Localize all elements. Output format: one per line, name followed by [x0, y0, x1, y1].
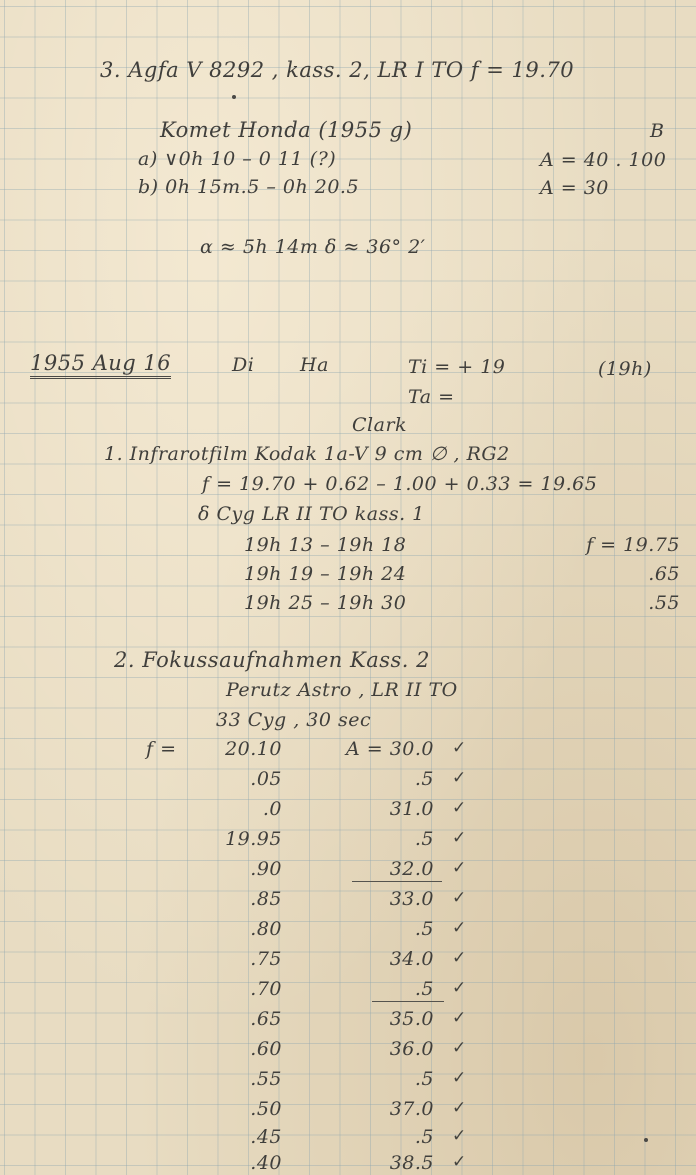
checkmark-icon: ✓ — [452, 798, 467, 818]
ink-dot — [644, 1138, 648, 1142]
focus-value: 20.10 — [225, 738, 282, 760]
focus-value: .60 — [250, 1038, 282, 1060]
entry3-header: 3. Agfa V 8292 , kass. 2, LR I TO f = 19.70 — [100, 58, 575, 82]
aperture-value: 31.0 — [389, 798, 434, 820]
aperture-value: 33.0 — [389, 888, 434, 910]
focus-value: .0 — [262, 798, 282, 820]
aperture-value: 35.0 — [389, 1008, 434, 1030]
item1-row-focus: f = 19.75 — [586, 534, 680, 556]
checkmark-icon: ✓ — [452, 738, 467, 758]
focus-value: .40 — [250, 1152, 282, 1174]
temperature-inside: Ti = + 19 — [408, 356, 506, 378]
item1-target: δ Cyg LR II TO kass. 1 — [198, 503, 425, 525]
checkmark-icon: ✓ — [452, 1068, 467, 1088]
entry-day: Di — [232, 354, 255, 376]
item2-film: Perutz Astro , LR II TO — [226, 679, 458, 701]
comet-coordinates: α ≈ 5h 14m δ ≈ 36° 2′ — [200, 236, 426, 258]
item1-title: 1. Infrarotfilm Kodak 1a-V 9 cm ∅ , RG2 — [104, 443, 510, 465]
aperture-value: 38.5 — [389, 1152, 434, 1174]
entry-observer: Ha — [300, 354, 329, 376]
checkmark-icon: ✓ — [452, 1126, 467, 1146]
checkmark-icon: ✓ — [452, 828, 467, 848]
aperture-value: .5 — [414, 1126, 434, 1148]
aperture-value: 32.0 — [389, 858, 434, 880]
focus-value: .85 — [250, 888, 282, 910]
item2-title: 2. Fokussaufnahmen Kass. 2 — [114, 648, 430, 672]
focus-value: .65 — [250, 1008, 282, 1030]
temperature-outside: Ta = — [408, 386, 455, 408]
item2-target: 33 Cyg , 30 sec — [216, 709, 372, 731]
focus-value: .70 — [250, 978, 282, 1000]
focus-value: .05 — [250, 768, 282, 790]
aperture-value: .5 — [414, 768, 434, 790]
checkmark-icon: ✓ — [452, 768, 467, 788]
focus-value: 19.95 — [225, 828, 282, 850]
focus-value: .55 — [250, 1068, 282, 1090]
item1-row-time: 19h 13 – 19h 18 — [244, 534, 407, 556]
checkmark-icon: ✓ — [452, 1038, 467, 1058]
aperture-value: .5 — [414, 828, 434, 850]
aperture-value: 36.0 — [389, 1038, 434, 1060]
aperture-value: 37.0 — [389, 1098, 434, 1120]
exposure-a-aperture: A = 40 . 100 — [540, 149, 667, 171]
item1-row-focus: .55 — [648, 592, 680, 614]
comet-title: Komet Honda (1955 g) — [160, 118, 413, 142]
focus-value: .45 — [250, 1126, 282, 1148]
checkmark-icon: ✓ — [452, 1098, 467, 1118]
checkmark-icon: ✓ — [452, 948, 467, 968]
ink-underline — [352, 881, 442, 882]
ink-underline — [372, 1001, 444, 1002]
ink-dot — [232, 95, 236, 99]
checkmark-icon: ✓ — [452, 918, 467, 938]
focus-value: .75 — [250, 948, 282, 970]
checkmark-icon: ✓ — [452, 1008, 467, 1028]
aperture-value: .5 — [414, 918, 434, 940]
instrument-name: Clark — [352, 414, 408, 436]
focus-label: f = — [146, 738, 177, 760]
aperture-value: .5 — [414, 1068, 434, 1090]
checkmark-icon: ✓ — [452, 888, 467, 908]
focus-value: .50 — [250, 1098, 282, 1120]
focus-value: .80 — [250, 918, 282, 940]
exposure-b-aperture: A = 30 — [540, 177, 609, 199]
aperture-value: 34.0 — [389, 948, 434, 970]
focus-value: .90 — [250, 858, 282, 880]
item1-row-time: 19h 19 – 19h 24 — [244, 563, 407, 585]
aperture-value: .5 — [414, 978, 434, 1000]
exposure-b: b) 0h 15m.5 – 0h 20.5 — [138, 176, 360, 198]
item1-row-focus: .65 — [648, 563, 680, 585]
checkmark-icon: ✓ — [452, 978, 467, 998]
item1-row-time: 19h 25 – 19h 30 — [244, 592, 407, 614]
checkmark-icon: ✓ — [452, 1152, 467, 1172]
temperature-inside-note: (19h) — [598, 358, 652, 380]
entry-date: 1955 Aug 16 — [30, 353, 171, 379]
aperture-value: A = 30.0 — [345, 738, 434, 760]
checkmark-icon: ✓ — [452, 858, 467, 878]
comet-column-letter: B — [650, 120, 665, 142]
item1-formula: f = 19.70 + 0.62 – 1.00 + 0.33 = 19.65 — [202, 473, 598, 495]
exposure-a: a) ∨0h 10 – 0 11 (?) — [138, 148, 337, 170]
